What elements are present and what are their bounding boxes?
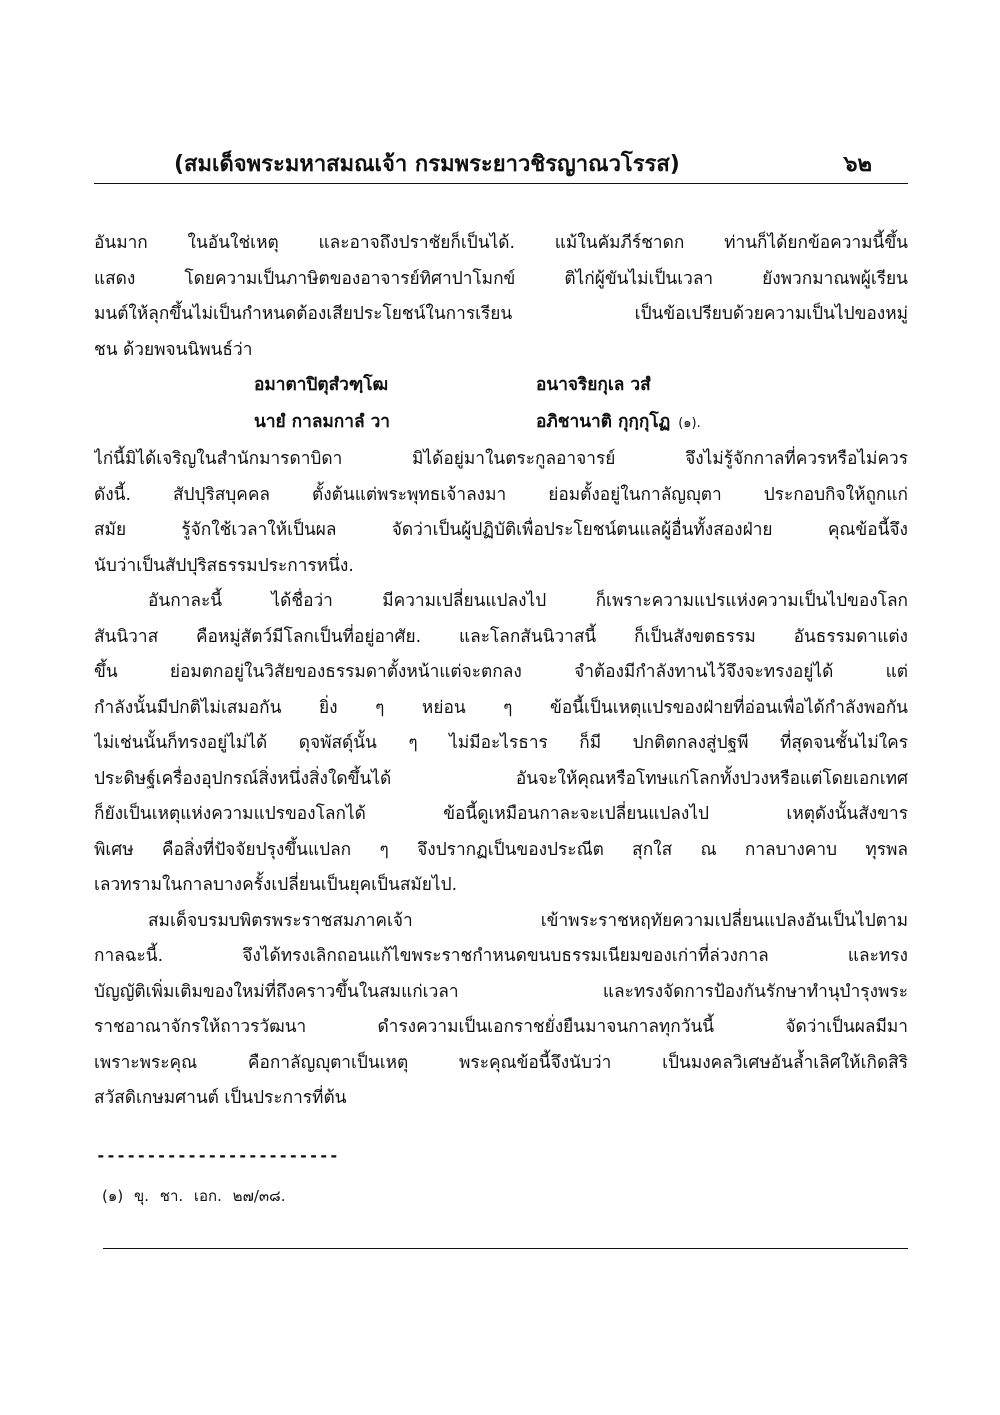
verse-1b: อนาจริยกุเล วสํ (536, 375, 651, 395)
body-line: สวัสดิเกษมศานต์ เป็นประการที่ต้น (94, 1088, 347, 1108)
verse-2b (536, 405, 701, 442)
verse-1a: อมาตาปิตุสํวฑฺโฒ (254, 375, 389, 395)
page-body (94, 226, 908, 1117)
footnote-ref: (๑). (678, 416, 701, 431)
body-line: มนต์ให้ลุกขึ้นไม่เป็นกำหนดต้องเสียประโยชน์ในการเรียน เป็นข้อเปรียบด้วยความเป็นไปของหมู่ (94, 304, 908, 324)
body-line: ขึ้น ย่อมตกอยู่ในวิสัยของธรรมดาตั้งหน้าแต่จะตกลง จำต้องมีกำลังทานไว้จึงจะทรงอยู่ได้ แต่ (94, 662, 908, 682)
body-line: พิเศษ คือสิ่งที่ปัจจัยปรุงขึ้นแปลก ๆ จึงปรากฏเป็นของประณีต สุกใส ณ กาลบางคาบ ทุรพล (94, 839, 908, 860)
body-line: ดังนี้. สัปปุริสบุคคล ตั้งต้นแต่พระพุทธเจ้าลงมา ย่อมตั้งอยู่ในกาลัญญุตา ประกอบกิจให้ถูกแก่ (94, 484, 908, 505)
body-line: เพราะพระคุณ คือกาลัญญุตาเป็นเหตุ พระคุณข้อนี้จึงนับว่า เป็นมงคลวิเศษอันล้ำเลิศให้เกิดสิริ (94, 1052, 908, 1073)
verse-line-2 (94, 405, 908, 442)
verse-line-1 (94, 368, 908, 405)
body-line: สมเด็จบรมบพิตรพระราชสมภาคเจ้า เข้าพระราชหฤทัยความเปลี่ยนแปลงอันเป็นไปตาม (148, 910, 908, 931)
body-line: ไม่เช่นนั้นก็ทรงอยู่ไม่ได้ ดุจพัสดุ์นั้น ๆ ไม่มีอะไรธาร ก็มี ปกติตกลงสู่ปฐพี ที่สุดจนชั้นไม่ใคร (94, 733, 908, 753)
body-line: ก็ยังเป็นเหตุแห่งความแปรของโลกได้ ข้อนี้ดูเหมือนกาละจะเปลี่ยนแปลงไป เหตุดังนั้นสังขาร (94, 804, 908, 824)
page-number: ๖๒ (843, 152, 872, 177)
body-line: อันกาละนี้ ได้ชื่อว่า มีความเปลี่ยนแปลงไป ก็เพราะความแปรแห่งความเป็นไปของโลก (148, 591, 908, 611)
body-line: ประดิษฐ์เครื่องอุปกรณ์สิ่งหนึ่งสิ่งใดขึ้นได้ อันจะให้คุณหรือโทษแก่โลกทั้งปวงหรือแต่โดยเอกเทศ (94, 768, 908, 789)
body-line: แสดง โดยความเป็นภาษิตของอาจารย์ทิศาปาโมกข์ ติไก่ผู้ขันไม่เป็นเวลา ยังพวกมาณพผู้เรียน (94, 268, 908, 289)
footer-rule (103, 1248, 908, 1249)
footnote: (๑) ขุ. ชา. เอก. ๒๗/๓๘. (102, 1187, 286, 1205)
body-line: ราชอาณาจักรให้ถาวรวัฒนา ดำรงความเป็นเอกราชยั่งยืนมาจนกาลทุกวันนี้ จัดว่าเป็นผลมีมา (94, 1017, 908, 1037)
verse-2a: นายํ กาลมกาลํ วา (254, 412, 390, 432)
body-line: กำลังนั้นมีปกติไม่เสมอกัน ยิ่ง ๆ หย่อน ๆ ข้อนี้เป็นเหตุแปรของฝ่ายที่อ่อนเพื่อได้กำลังพอกัน (94, 697, 908, 718)
page-header (94, 146, 908, 182)
body-line: กาลฉะนี้. จึงได้ทรงเลิกถอนแก้ไขพระราชกำหนดขนบธรรมเนียมของเก่าที่ล่วงกาล และทรง (94, 946, 908, 966)
footnote-separator: ------------------------ (96, 1146, 340, 1165)
verse-2b-text: อภิชานาติ กุกฺกุโฏ (536, 412, 671, 432)
body-line: บัญญัติเพิ่มเติมของใหม่ที่ถึงคราวขึ้นในสมแก่เวลา และทรงจัดการป้องกันรักษาทำนุบำรุงพระ (94, 981, 908, 1002)
body-line: อันมาก ในอันใช่เหตุ และอาจถึงปราชัยก็เป็นได้. แม้ในคัมภีร์ชาดก ท่านก็ได้ยกข้อความนี้ขึ้น (94, 233, 908, 253)
running-title: (สมเด็จพระมหาสมณเจ้า กรมพระยาวชิรญาณวโรรส) (174, 152, 680, 177)
body-line: สันนิวาส คือหมู่สัตว์มีโลกเป็นที่อยู่อาศัย. และโลกสันนิวาสนี้ ก็เป็นสังขตธรรม อันธรรมดาแต่ง (94, 626, 908, 647)
body-line: สมัย รู้จักใช้เวลาให้เป็นผล จัดว่าเป็นผู้ปฏิบัติเพื่อประโยชน์ตนแลผู้อื่นทั้งสองฝ่าย คุณข้อนี้จึง (94, 520, 908, 540)
body-line: นับว่าเป็นสัปปุริสธรรมประการหนึ่ง. (94, 555, 354, 576)
body-line: ชน ด้วยพจนนิพนธ์ว่า (94, 339, 253, 360)
body-line: ไก่นี้มิได้เจริญในสำนักมารดาบิดา มิได้อยู่มาในตระกูลอาจารย์ จึงไม่รู้จักกาลที่ควรหรือไม่ควร (94, 449, 908, 469)
body-line: เลวทรามในกาลบางครั้งเปลี่ยนเป็นยุคเป็นสมัยไป. (94, 875, 458, 895)
header-rule (94, 183, 908, 184)
